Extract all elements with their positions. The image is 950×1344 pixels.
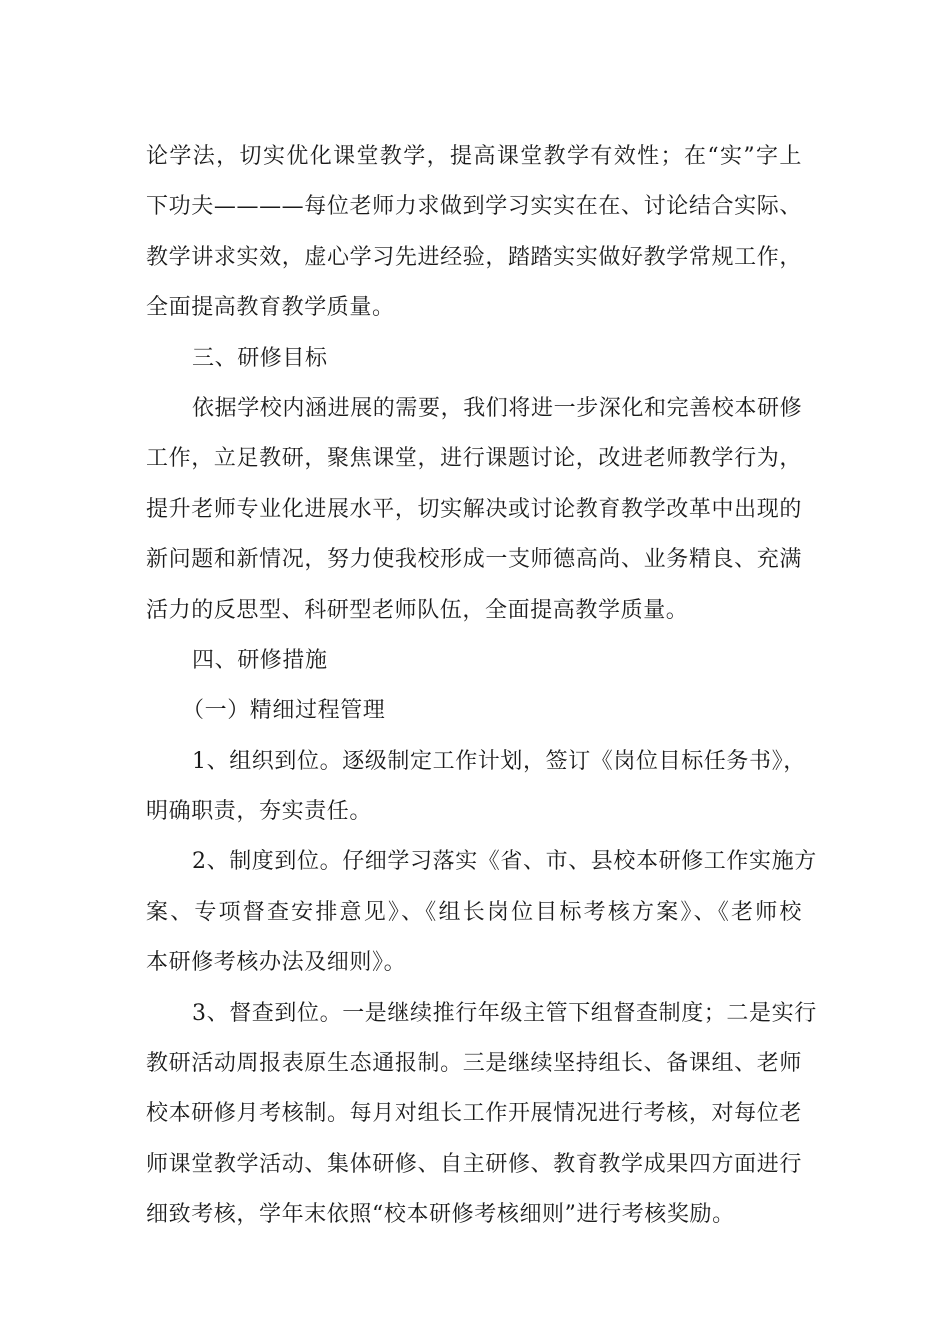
paragraph-line: 依据学校内涵进展的需要，我们将进一步深化和完善校本研修 xyxy=(192,395,803,421)
section-heading: 三、研修目标 xyxy=(192,345,328,371)
subsection-heading: （一）精细过程管理 xyxy=(182,698,386,724)
paragraph-line: 新问题和新情况，努力使我校形成一支师德高尚、业务精良、充满 xyxy=(146,547,802,573)
paragraph-line: 论学法，切实优化课堂教学，提高课堂教学有效性；在“实”字上 xyxy=(146,144,802,169)
paragraph-line: 1、组织到位。逐级制定工作计划，签订《岗位目标任务书》， xyxy=(192,748,806,774)
section-heading: 四、研修措施 xyxy=(192,647,328,673)
paragraph-line: 教研活动周报表原生态通报制。三是继续坚持组长、备课组、老师 xyxy=(146,1051,802,1077)
paragraph-line: 师课堂教学活动、集体研修、自主研修、教育教学成果四方面进行 xyxy=(146,1151,802,1177)
paragraph-line: 校本研修月考核制。每月对组长工作开展情况进行考核，对每位老 xyxy=(146,1101,802,1127)
paragraph-line: 教学讲求实效，虚心学习先进经验，踏踏实实做好教学常规工作， xyxy=(146,244,802,270)
paragraph-line: 活力的反思型、科研型老师队伍，全面提高教学质量。 xyxy=(146,597,689,623)
paragraph-line: 细致考核，学年末依照“校本研修考核细则”进行考核奖励。 xyxy=(146,1202,735,1228)
paragraph-line: 明确职责，夯实责任。 xyxy=(146,799,373,825)
paragraph-line: 本研修考核办法及细则》。 xyxy=(146,950,407,976)
paragraph-line: 3、督查到位。一是继续推行年级主管下组督查制度；二是实行 xyxy=(192,1000,817,1026)
paragraph-line: 工作，立足教研，聚焦课堂，进行课题讨论，改进老师教学行为， xyxy=(146,446,802,472)
paragraph-line: 下功夫————每位老师力求做到学习实实在在、讨论结合实际、 xyxy=(146,194,802,220)
paragraph-line: 案、专项督查安排意见》、《组长岗位目标考核方案》、《老师校 xyxy=(146,899,802,925)
paragraph-line: 2、制度到位。仔细学习落实《省、市、县校本研修工作实施方 xyxy=(192,849,817,875)
paragraph-line: 提升老师专业化进展水平，切实解决或讨论教育教学改革中出现的 xyxy=(146,496,802,522)
paragraph-line: 全面提高教育教学质量。 xyxy=(146,295,395,321)
